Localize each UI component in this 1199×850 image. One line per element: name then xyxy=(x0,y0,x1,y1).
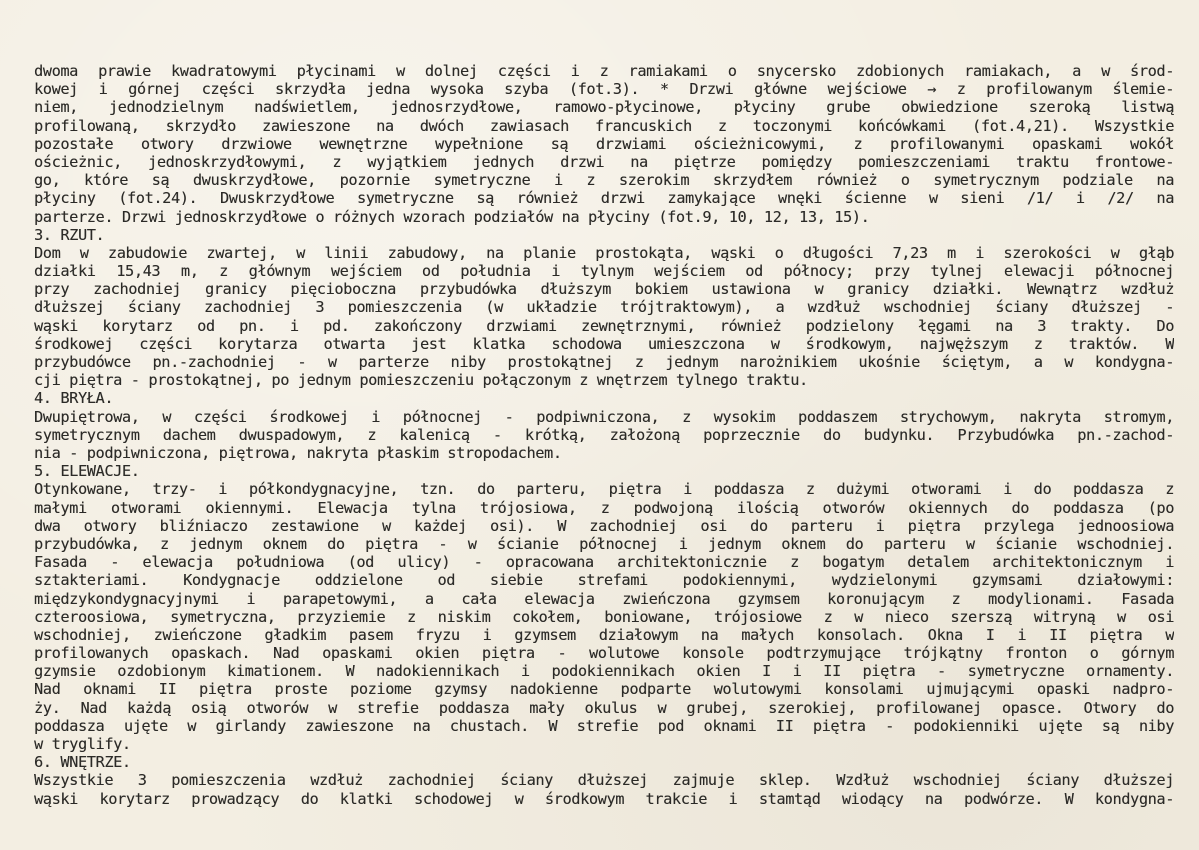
text-line: małymi otworami okiennymi. Elewacja tylna trójosiowa, z podwojoną ilością otworów okiennych do poddasza (po xyxy=(34,498,1174,517)
text-line: czteroosiowa, symetryczna, przyziemie z niskim cokołem, boniowane, trójosiowe z w nieco szerszą witryną w osi xyxy=(34,607,1174,626)
text-line: wąski korytarz od pn. i pd. zakończony drzwiami zewnętrznymi, również podzielony łęgami na 3 trakty. Do xyxy=(34,316,1174,335)
text-line: niem, jednodzielnym nadświetlem, jednosrzydłowe, ramowo-płycinowe, płyciny grube obwiedzione szeroką listwą xyxy=(34,98,1174,117)
text-line: profilowaną, skrzydło zawieszone na dwóch zawiasach francuskich z toczonymi końcówkami (fot.4,21). Wszystkie xyxy=(34,116,1174,135)
text-line: poddasza ujęte w girlandy zawieszone na chustach. W strefie pod oknami II piętra - podokienniki ujęte są niby xyxy=(34,716,1174,735)
text-line: w tryglify. xyxy=(34,735,131,754)
text-line: Otynkowane, trzy- i półkondygnacyjne, tzn. do parteru, piętra i poddasza z dużymi otworami i do poddasza z xyxy=(34,480,1174,499)
text-line: sztakteriami. Kondygnacje oddzielone od siebie strefami podokiennymi, wydzielonymi gzymsami działowymi: xyxy=(34,571,1174,590)
text-line: przybudówce pn.-zachodniej - w parterze niby prostokątnej z jednym narożnikiem ukośnie ściętym, a w kondygna- xyxy=(34,353,1174,372)
text-line: 3. RZUT. xyxy=(34,225,105,244)
text-line: symetrycznym dachem dwuspadowym, z kalenicą - krótką, założoną poprzecznie do budynku. Przybudówka pn.-zachod- xyxy=(34,425,1174,444)
text-line: dłuższej ściany zachodniej 3 pomieszczenia (w układzie trójtraktowym), a wzdłuż wschodniej ściany dłuższej - xyxy=(34,298,1174,317)
text-line: przybudówka, z jednym oknem do piętra - w ścianie północnej i jednym oknem do parteru w ścianie wschodniej. xyxy=(34,534,1174,553)
text-line: go, które są dwuskrzydłowe, pozornie symetryczne i z szerokim skrzydłem również o symetrycznym podziale na xyxy=(34,171,1174,190)
text-line: dwa otwory bliźniaczo zestawione w każdej osi). W zachodniej osi do parteru i piętra przylega jednoosiowa xyxy=(34,516,1174,535)
text-line: środkowej części korytarza otwarta jest klatka schodowa umieszczona w środkowym, najwęższym z traktów. W xyxy=(34,334,1174,353)
text-line: dwoma prawie kwadratowymi płycinami w dolnej części i z ramiakami o snycersko zdobionych ramiakach, a w środ- xyxy=(34,62,1174,80)
text-line: gzymsie ozdobionym kimationem. W nadokiennikach i podokiennikach okien I i II piętra - symetryczne ornamenty. xyxy=(34,662,1174,681)
text-line: profilowanych opaskach. Nad opaskami okien piętra - wolutowe konsole podtrzymujące trójkątny fronton o górnym xyxy=(34,644,1174,663)
text-line: 4. BRYŁA. xyxy=(34,389,114,408)
text-line: Nad oknami II piętra proste poziome gzymsy nadokienne podparte wolutowymi konsolami ujmującymi opaski nadpro- xyxy=(34,680,1174,699)
text-line: Wszystkie 3 pomieszczenia wzdłuż zachodniej ściany dłuższej zajmuje sklep. Wzdłuż wschodniej ściany dłuższej xyxy=(34,771,1174,790)
text-line: płyciny (fot.24). Dwuskrzydłowe symetryczne są również drzwi zamykające wnęki ścienne w sieni /1/ i /2/ na xyxy=(34,189,1174,208)
text-line: Dwupiętrowa, w części środkowej i północnej - podpiwniczona, z wysokim poddaszem strychowym, nakryta stromym, xyxy=(34,407,1174,426)
text-line: parterze. Drzwi jednoskrzydłowe o różnych wzorach podziałów na płyciny (fot.9, 10, 12, 13, 15). xyxy=(34,207,870,226)
text-line: wąski korytarz prowadzący do klatki schodowej w środkowym trakcie i stamtąd wiodący na podwórze. W kondygna- xyxy=(34,789,1174,808)
text-line: ży. Nad każdą osią otworów w strefie poddasza mały okulus w grubej, szerokiej, profilowanej opasce. Otwory do xyxy=(34,698,1174,717)
text-line: ościeżnic, jednoskrzydłowymi, z wyjątkiem jednych drzwi na piętrze pomiędzy pomieszczeniami traktu frontowe- xyxy=(34,152,1174,171)
text-line: nia - podpiwniczona, piętrowa, nakryta płaskim stropodachem. xyxy=(34,444,562,462)
text-line: kowej i górnej części skrzydła jedna wysoka szyba (fot.3). * Drzwi główne wejściowe → z profilowanym ślemie- xyxy=(34,80,1174,99)
text-line: wschodniej, zwieńczone gładkim pasem fryzu i gzymsem działowym na małych konsolach. Okna I i II piętra w xyxy=(34,625,1174,644)
text-line: pozostałe otwory drzwiowe wewnętrzne wypełnione są drzwiami ościeżnicowymi, z profilowanymi opaskami wokół xyxy=(34,134,1174,153)
text-line: przy zachodniej granicy pięcioboczna przybudówka dłuższym bokiem ustawiona w granicy działki. Wewnątrz wzdłuż xyxy=(34,280,1174,299)
text-line: Fasada - elewacja południowa (od ulicy) - opracowana architektonicznie z bogatym detalem architektonicznym i xyxy=(34,553,1174,572)
text-line: cji piętra - prostokątnej, po jednym pomieszczeniu połączonym z wnętrzem tylnego traktu. xyxy=(34,371,808,390)
text-line: Dom w zabudowie zwartej, w linii zabudowy, na planie prostokąta, wąski o długości 7,23 m i szerokości w głąb xyxy=(34,243,1174,262)
typewritten-text-block xyxy=(34,62,1174,808)
text-line: działki 15,43 m, z głównym wejściem od południa i tylnym wejściem od północy; przy tylnej elewacji północnej xyxy=(34,262,1174,281)
text-line: międzykondygnacyjnymi i parapetowymi, a cała elewacja zwieńczona gzymsem koronującym z modylionami. Fasada xyxy=(34,589,1174,608)
text-line: 6. WNĘTRZE. xyxy=(34,753,131,772)
text-line: 5. ELEWACJE. xyxy=(34,462,140,481)
